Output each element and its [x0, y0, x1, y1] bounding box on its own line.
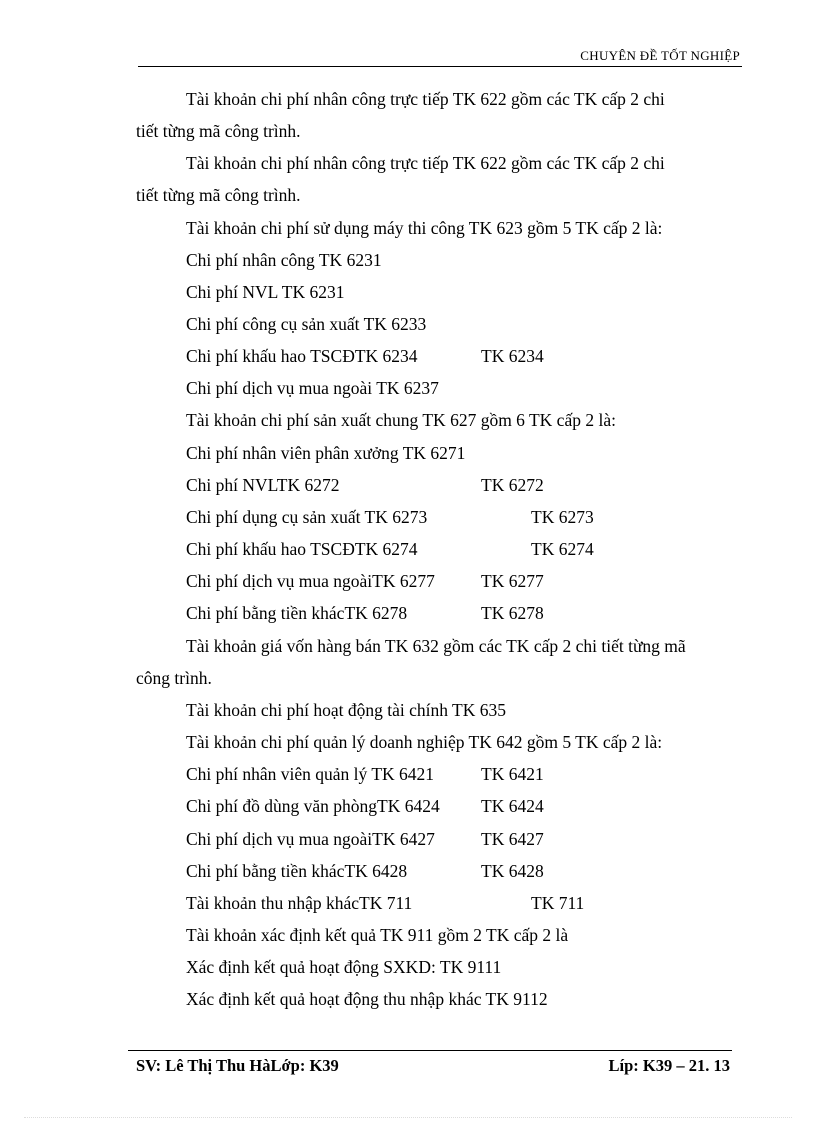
line-extra: TK 6234: [481, 346, 544, 366]
line-text: Tài khoản thu nhập khácTK 711: [186, 893, 413, 913]
line-7: [186, 282, 344, 302]
line-extra: TK 6272: [481, 475, 544, 495]
page-bottom-edge: [24, 1117, 792, 1118]
line-text: Chi phí nhân công TK 6231: [186, 250, 382, 270]
line-20: [186, 700, 506, 720]
line-11: [186, 410, 616, 430]
line-16: [186, 571, 544, 591]
line-3: [186, 153, 665, 173]
line-text: Chi phí công cụ sản xuất TK 6233: [186, 314, 427, 334]
line-extra: TK 6273: [531, 507, 594, 527]
line-text: Chi phí dịch vụ mua ngoài TK 6237: [186, 378, 439, 398]
line-text: Xác định kết quả hoạt động thu nhập khác TK 9112: [186, 989, 548, 1009]
line-text: Tài khoản chi phí hoạt động tài chính TK 635: [186, 700, 506, 720]
line-text: Chi phí đồ dùng văn phòngTK 6424: [186, 796, 440, 816]
line-text: Chi phí nhân viên quản lý TK 6421: [186, 764, 435, 784]
line-19: [136, 668, 212, 688]
line-4: [136, 185, 301, 205]
line-text: tiết từng mã công trình.: [136, 185, 301, 205]
line-14: [186, 507, 594, 527]
line-23: [186, 796, 544, 816]
line-1: [186, 89, 665, 109]
line-28: [186, 957, 501, 977]
line-text: Chi phí dịch vụ mua ngoàiTK 6277: [186, 571, 435, 591]
line-extra: TK 6427: [481, 829, 544, 849]
line-extra: TK 6278: [481, 603, 544, 623]
line-29: [186, 989, 548, 1009]
line-extra: TK 6428: [481, 861, 544, 881]
line-5: [186, 218, 662, 238]
line-text: Chi phí bằng tiền khácTK 6428: [186, 861, 408, 881]
line-17: [186, 603, 544, 623]
line-13: [186, 475, 544, 495]
line-text: Tài khoản chi phí sản xuất chung TK 627 gồm 6 TK cấp 2 là:: [186, 410, 616, 430]
line-26: [186, 893, 585, 913]
line-24: [186, 829, 544, 849]
line-text: tiết từng mã công trình.: [136, 121, 301, 141]
line-text: Chi phí NVLTK 6272: [186, 475, 340, 495]
line-text: Tài khoản chi phí quản lý doanh nghiệp TK 642 gồm 5 TK cấp 2 là:: [186, 732, 663, 752]
line-text: Tài khoản chi phí nhân công trực tiếp TK 622 gồm các TK cấp 2 chi: [186, 89, 665, 109]
line-text: Chi phí dịch vụ mua ngoàiTK 6427: [186, 829, 435, 849]
line-12: [186, 443, 465, 463]
line-text: Tài khoản chi phí nhân công trực tiếp TK 622 gồm các TK cấp 2 chi: [186, 153, 665, 173]
line-text: Chi phí nhân viên phân xưởng TK 6271: [186, 443, 466, 463]
line-10: [186, 378, 439, 398]
line-18: [186, 636, 686, 656]
line-extra: TK 711: [531, 893, 585, 913]
line-22: [186, 764, 544, 784]
line-9: [186, 346, 544, 366]
line-extra: TK 6424: [481, 796, 544, 816]
line-text: Chi phí dụng cụ sản xuất TK 6273: [186, 507, 428, 527]
line-text: Chi phí NVL TK 6231: [186, 282, 345, 302]
line-27: [186, 925, 568, 945]
line-21: [186, 732, 662, 752]
line-25: [186, 861, 544, 881]
line-8: [186, 314, 426, 334]
footer-student: SV: Lê Thị Thu HàLớp: K39: [136, 1056, 339, 1075]
line-text: Tài khoản xác định kết quả TK 911 gồm 2 TK cấp 2 là: [186, 925, 569, 945]
line-text: Xác định kết quả hoạt động SXKD: TK 9111: [186, 957, 502, 977]
line-extra: TK 6277: [481, 571, 544, 591]
line-text: công trình.: [136, 668, 212, 688]
line-text: Tài khoản giá vốn hàng bán TK 632 gồm các TK cấp 2 chi tiết từng mã: [186, 636, 686, 656]
line-text: Tài khoản chi phí sử dụng máy thi công TK 623 gồm 5 TK cấp 2 là:: [186, 218, 663, 238]
line-extra: TK 6421: [481, 764, 544, 784]
footer-rule: [128, 1050, 732, 1051]
line-text: Chi phí khấu hao TSCĐTK 6234: [186, 346, 418, 366]
header-title: CHUYÊN ĐỀ TỐT NGHIỆP: [580, 48, 740, 63]
line-text: Chi phí bằng tiền khácTK 6278: [186, 603, 408, 623]
line-extra: TK 6274: [531, 539, 594, 559]
line-text: Chi phí khấu hao TSCĐTK 6274: [186, 539, 418, 559]
line-15: [186, 539, 594, 559]
line-2: [136, 121, 301, 141]
header-rule: [138, 66, 742, 67]
footer-class: Líp: K39 – 21. 13: [608, 1056, 730, 1075]
line-6: [186, 250, 382, 270]
